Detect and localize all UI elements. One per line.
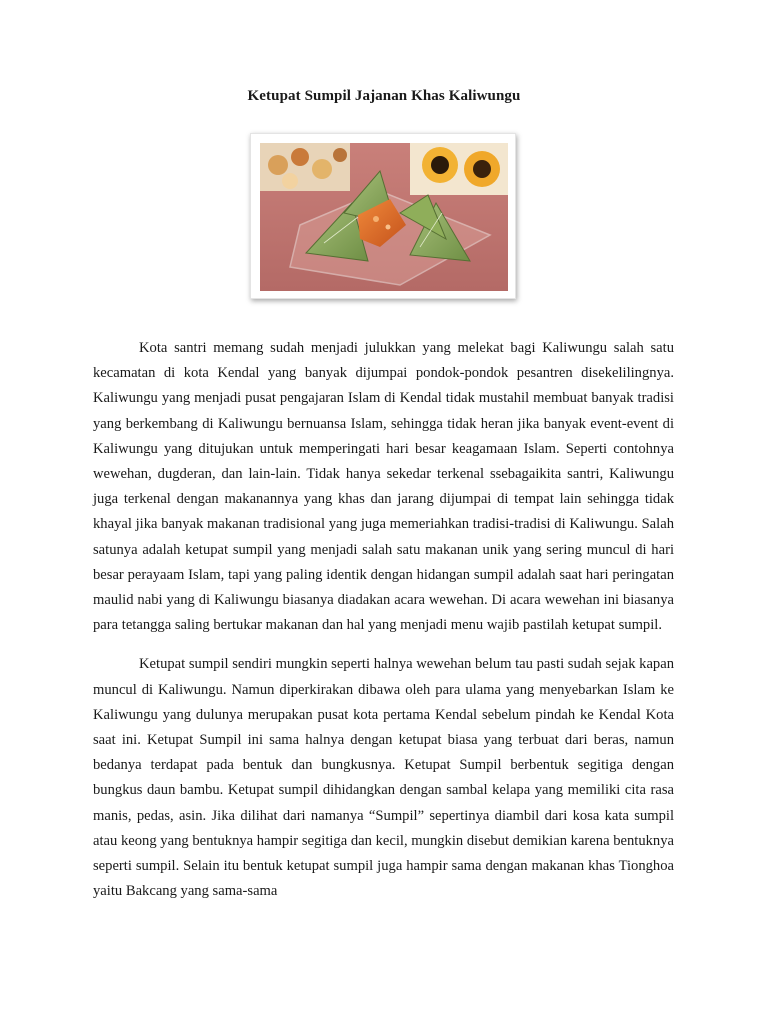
paragraph-2: Ketupat sumpil sendiri mungkin seperti halnya wewehan belum tau pasti sudah sejak kapan muncul di Kaliwungu. Namun diperkirakan dibawa oleh para ulama yang menyebarkan Islam ke Kaliwungu yang dulunya merupakan pusat kota pertama Kendal sebelum pindah ke Kendal Kota saat ini. Ketupat Sumpil ini sama halnya dengan ketupat biasa yang terbuat dari beras, namun bedanya terdapat pada bentuk dan bungkusnya. Ketupat Sumpil berbentuk segitiga dengan bungkus daun bambu. Ketupat sumpil dihidangkan dengan sambal kelapa yang memiliki cita rasa manis, pedas, asin. Jika dilihat dari namanya “Sumpil” sepertinya diambil dari kosa kata sumpil atau keong yang bentuknya hampir segitiga dan kecil, mungkin disebut demikian karena bentuknya seperti sumpil. Selain itu bentuk ketupat sumpil juga hampir sama dengan makanan khas Tionghoa yaitu Bakcang yang sama-sama <box>93 656 674 900</box>
document-title: Ketupat Sumpil Jajanan Khas Kaliwungu <box>247 88 521 104</box>
paragraph-1: Kota santri memang sudah menjadi julukkan yang melekat bagi Kaliwungu salah satu kecamatan di kota Kendal yang banyak dijumpai pondok-pondok pesantren disekelilingnya. Kaliwungu yang menjadi pusat pengajaran Islam di Kendal tidak mustahil membuat banyak tradisi yang berkembang di Kaliwungu bernuansa Islam, sehingga tidak heran jika banyak event-event di Kaliwungu yang ditujukan untuk memperingati hari besar keagamaan Islam. Seperti contohnya wewehan, dugderan, dan lain-lain. Tidak hanya sekedar terkenal ssebagaikita santri, Kaliwungu juga terkenal dengan makanannya yang khas dan jarang dijumpai di tempat lain sehingga tidak khayal jika banyak makanan tradisional yang juga memeriahkan tradisi-tradisi di Kaliwungu. Salah satunya adalah ketupat sumpil yang menjadi salah satu makanan unik yang sering muncul di hari besar perayaam Islam, tapi yang paling identik dengan hidangan sumpil adalah saat hari peringatan maulid nabi yang di Kaliwungu biasanya diadakan acara wewehan. Di acara wewehan ini biasanya para tetangga saling bertukar makanan dan hal yang menjadi menu wajib pastilah ketupat sumpil. <box>93 340 674 634</box>
food-photo <box>260 143 508 291</box>
article-body <box>93 336 674 918</box>
food-photo-frame <box>250 133 516 299</box>
